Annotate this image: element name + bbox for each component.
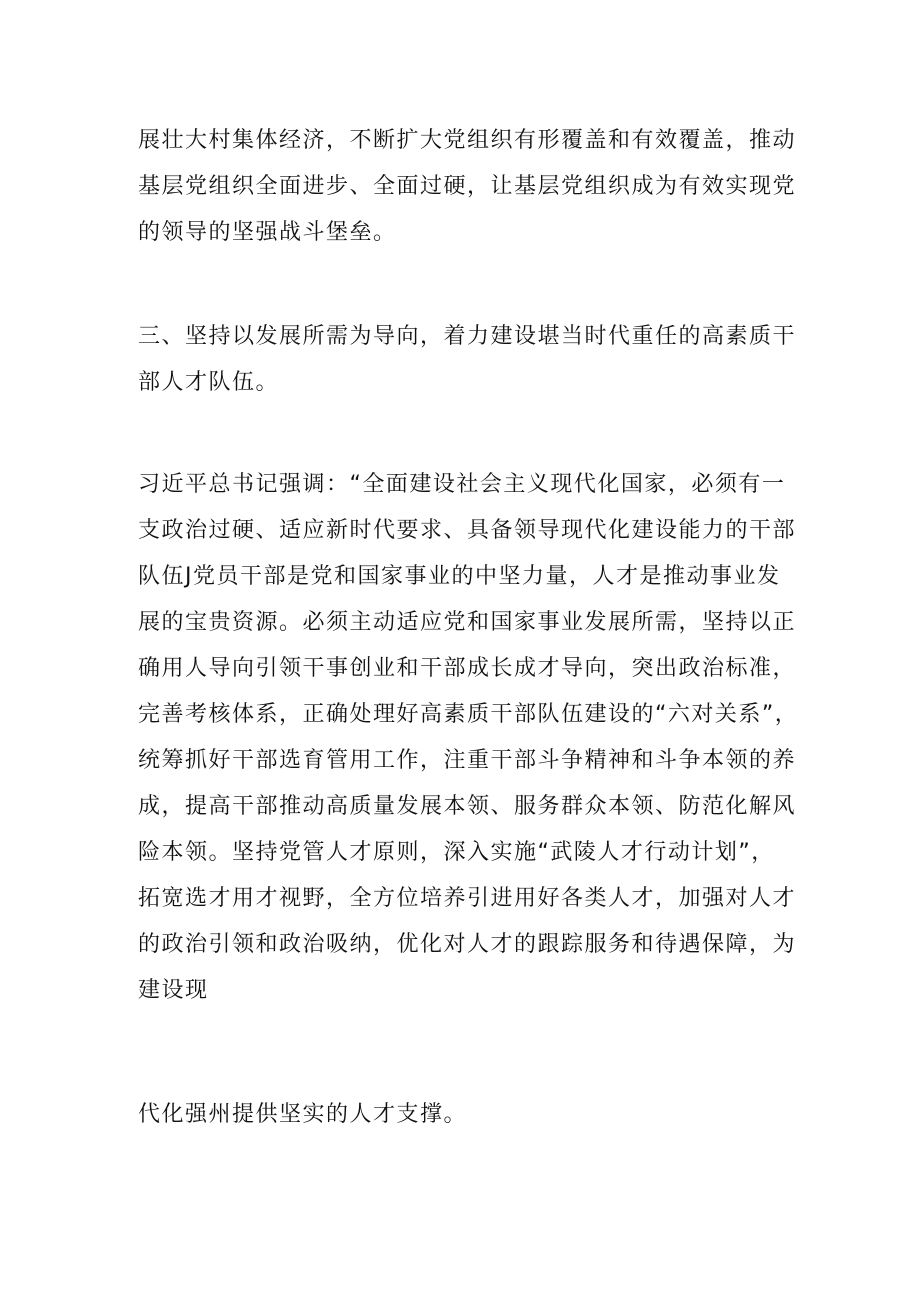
text-line: 基层党组织全面进步、全面过硬，让基层党组织成为有效实现党	[138, 174, 797, 199]
text-line: 拓宽选才用才视野，全方位培养引进用好各类人才，加强对人才	[138, 886, 797, 911]
text-line: 完善考核体系，正确处理好高素质干部队伍建设的“六对关系”，	[138, 702, 799, 727]
text-line: 确用人导向引领干事创业和干部成长成才导向，突出政治标准，	[138, 656, 797, 681]
text-line: 统筹抓好干部选育管用工作，注重干部斗争精神和斗争本领的养	[138, 748, 797, 773]
text-line: 展的宝贵资源。必须主动适应党和国家事业发展所需，坚持以正	[138, 610, 797, 635]
text-line: 建设现	[138, 978, 209, 1003]
text-line: 展壮大村集体经济，不断扩大党组织有形覆盖和有效覆盖，推动	[138, 128, 797, 153]
text-line: 代化强州提供坚实的人才支撑。	[138, 1102, 468, 1127]
heading-line: 部人才队伍。	[138, 370, 280, 395]
heading-line: 三、坚持以发展所需为导向，着力建设堪当时代重任的高素质干	[138, 324, 797, 349]
text-line: 队伍J党员干部是党和国家事业的中坚力量，人才是推动事业发	[138, 564, 781, 589]
text-line: 险本领。坚持党管人才原则，深入实施“武陵人才行动计划”，	[138, 840, 775, 865]
text-line: 成，提高干部推动高质量发展本领、服务群众本领、防范化解风	[138, 794, 797, 819]
text-line: 习近平总书记强调：“全面建设社会主义现代化国家，必须有一	[138, 472, 786, 497]
text-line: 的领导的坚强战斗堡垒。	[138, 220, 397, 245]
text-line: 支政治过硬、适应新时代要求、具备领导现代化建设能力的干部	[138, 518, 797, 543]
text-line: 的政治引领和政治吸纳，优化对人才的跟踪服务和待遇保障，为	[138, 932, 797, 957]
